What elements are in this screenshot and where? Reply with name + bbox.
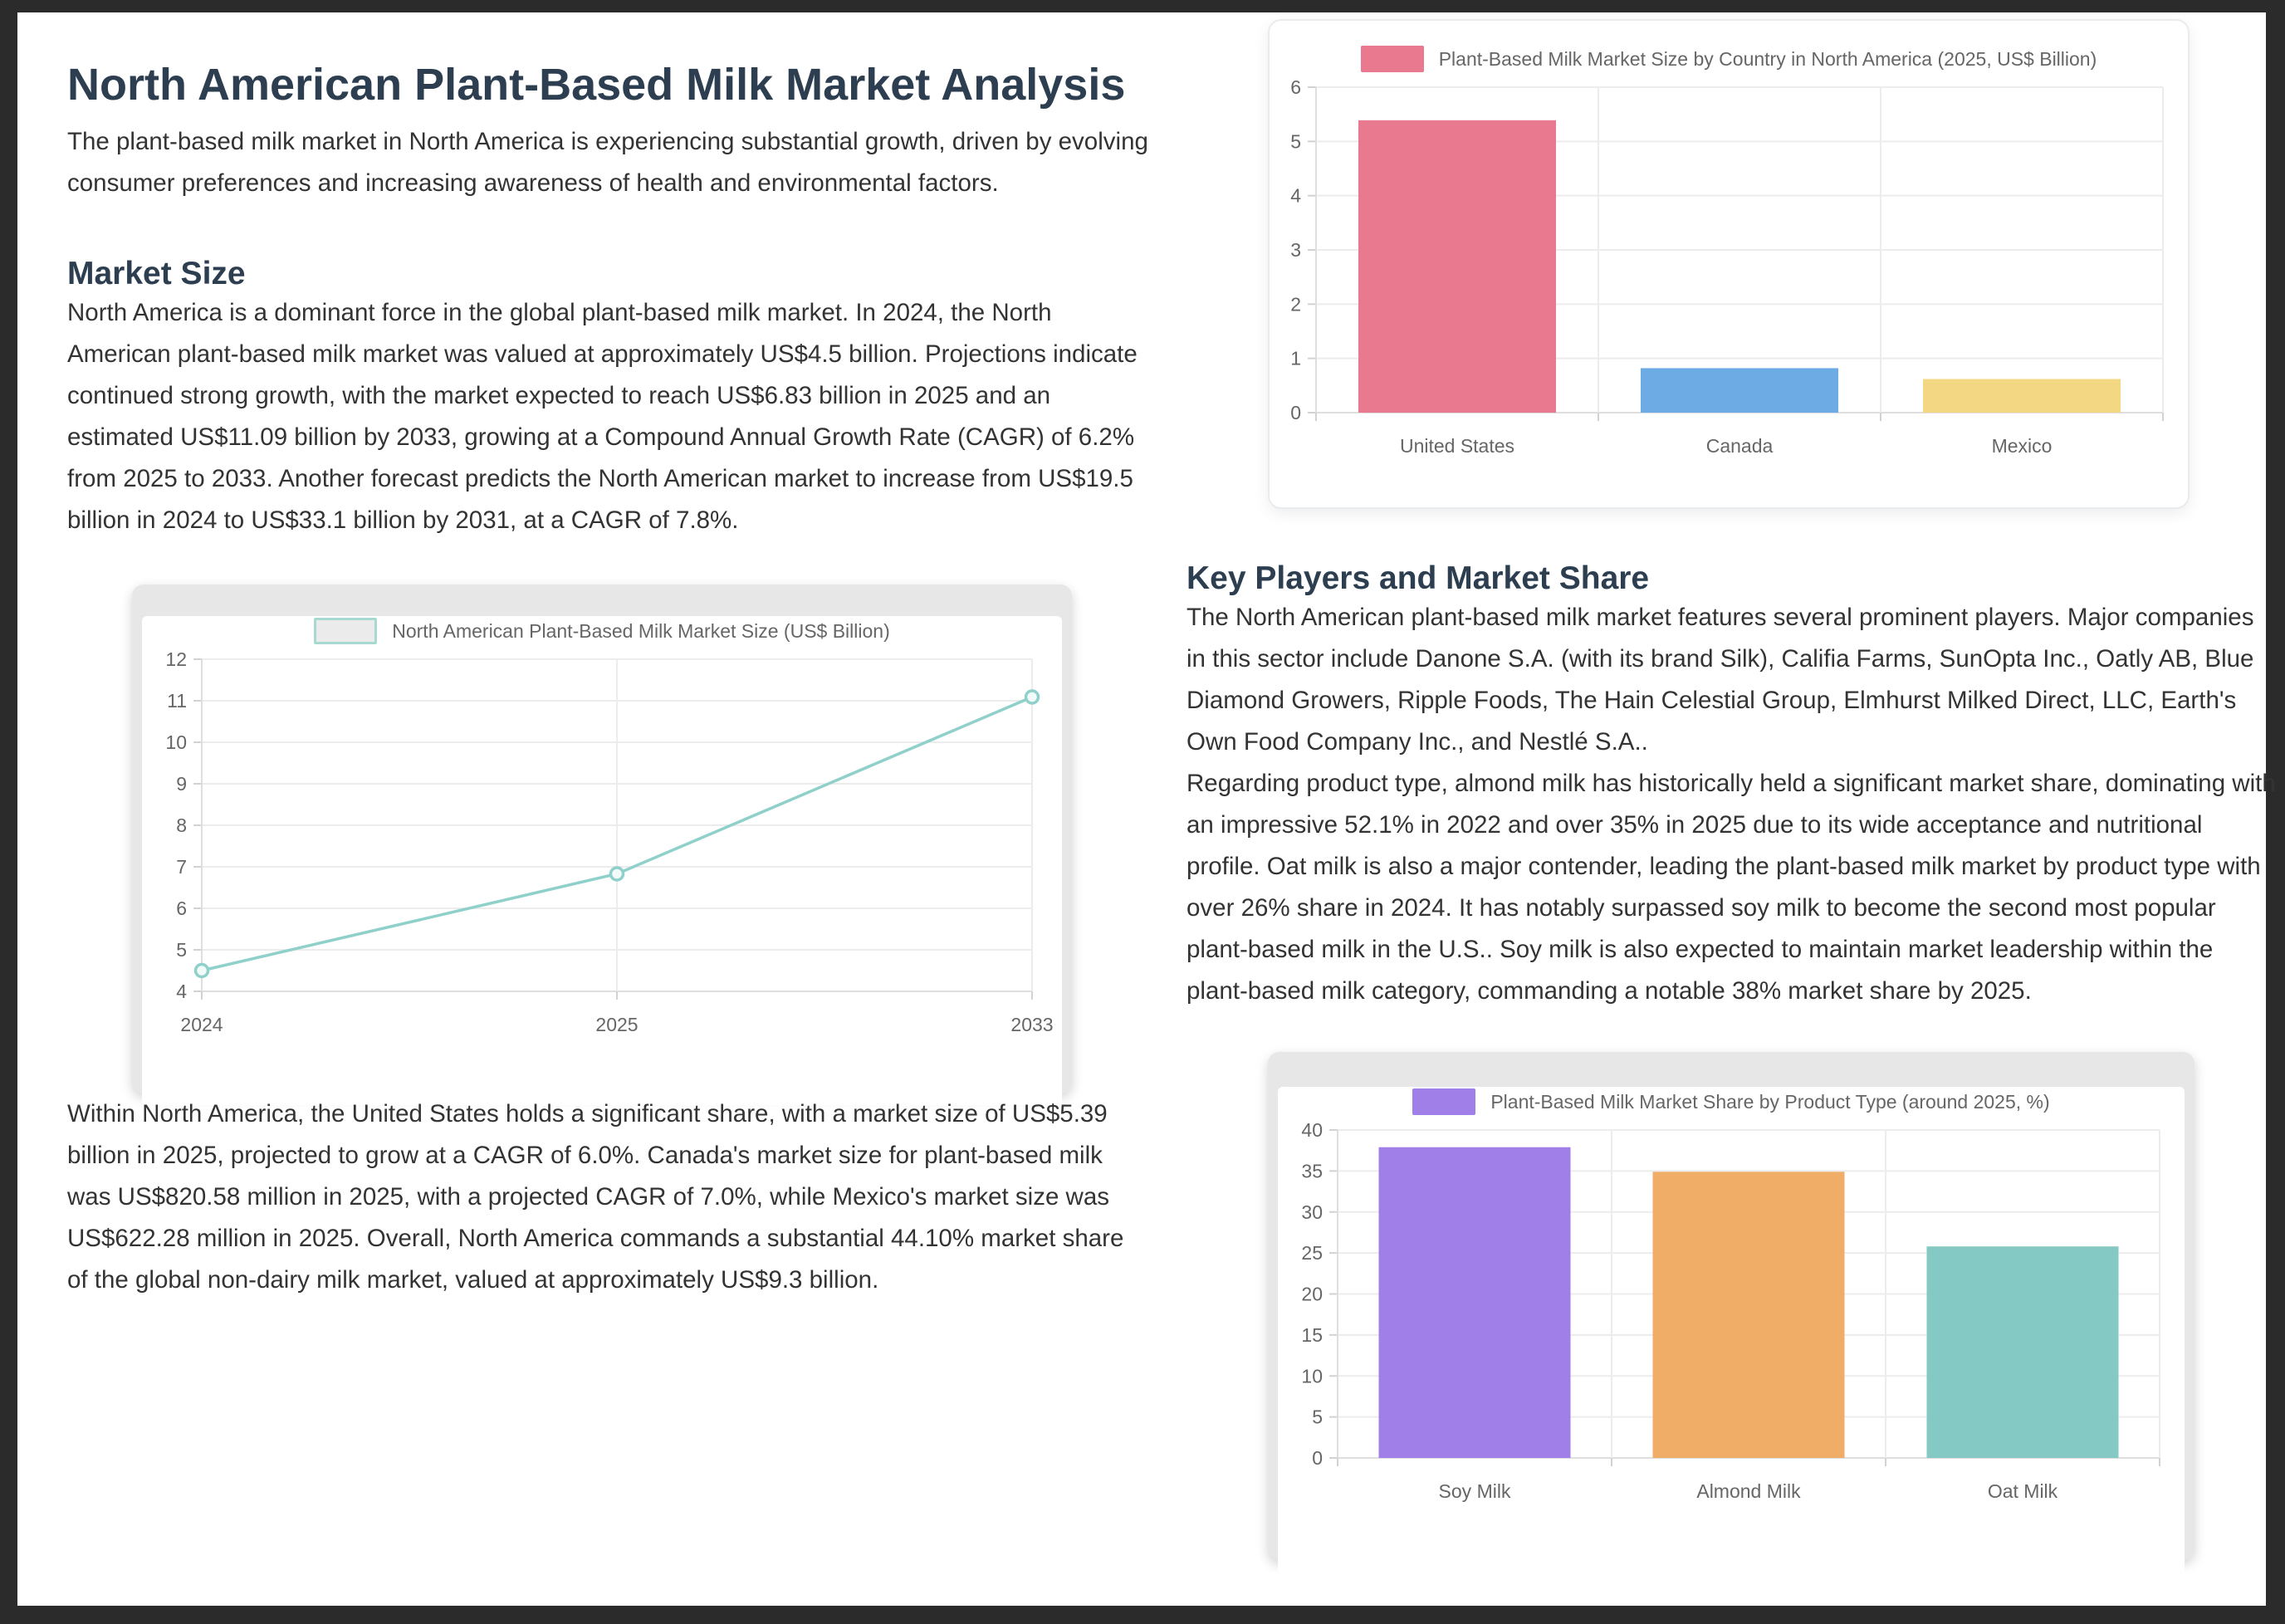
- document-page: [17, 12, 2276, 1606]
- bar-chart-svg: [1278, 1117, 2185, 1528]
- y-tick-label: 5: [1290, 130, 1301, 153]
- y-tick-label: 35: [1301, 1160, 1323, 1182]
- section-heading-market-size: Market Size: [67, 256, 246, 292]
- line-chart-canvas: [142, 616, 1062, 1105]
- x-tick-label-almond-milk: Almond Milk: [1696, 1480, 1801, 1502]
- product-bar-chart-canvas: [1278, 1087, 2185, 1575]
- y-tick-label: 7: [176, 856, 187, 878]
- left-column: [67, 12, 1148, 1301]
- x-tick-label-united-states: United States: [1399, 435, 1515, 457]
- y-tick-label: 15: [1301, 1323, 1323, 1346]
- bar-oat-milk[interactable]: [1927, 1246, 2119, 1458]
- line-legend-label: North American Plant-Based Milk Market Size (US$ Billion): [392, 619, 890, 642]
- point-2025[interactable]: [611, 868, 624, 880]
- country-breakdown-paragraph: Within North America, the United States holds a significant share, with a market size of US$5.39 billion in 2025, projected to grow at a CAGR of 6.0%. Canada's market size for plant-based milk was US$820.58 million in 2025, with a projected CAGR of 7.0%, while Mexico's market size was US$622.28 million in 2025. Overall, North America commands a substantial 44.10% market share of the global non-dairy milk market, valued at approximately US$9.3 billion.: [67, 1100, 1124, 1294]
- country-bar-chart-card: [1268, 19, 2190, 509]
- y-tick-label: 5: [1312, 1406, 1323, 1428]
- market-size-paragraph: North America is a dominant force in the global plant-based milk market. In 2024, the North American plant-based milk market was valued at approximately US$4.5 billion. Projections indicate continued strong growth, with the market expected to reach US$6.83 billion in 2025 and an estimated US$11.09 billion by 2033, growing at a Compound Annual Growth Rate (CAGR) of 6.2% from 2025 to 2033. Another forecast predicts the North American market to increase from US$19.5 billion in 2024 to US$33.1 billion by 2031, at a CAGR of 7.8%.: [67, 299, 1138, 535]
- product-chart-legend[interactable]: [1278, 1087, 2185, 1117]
- x-tick-label-2033: 2033: [1010, 1014, 1054, 1036]
- line-chart-legend[interactable]: [142, 616, 1062, 646]
- bar-soy-milk[interactable]: [1379, 1147, 1571, 1458]
- bar-chart-svg: [1270, 74, 2188, 482]
- y-tick-label: 2: [1290, 293, 1301, 316]
- y-tick-label: 3: [1290, 239, 1301, 261]
- y-tick-label: 4: [176, 981, 187, 1003]
- country-legend-swatch: [1361, 46, 1424, 72]
- bar-mexico[interactable]: [1923, 379, 2121, 413]
- y-tick-label: 8: [176, 814, 187, 837]
- y-tick-label: 10: [165, 731, 187, 754]
- y-tick-label: 10: [1301, 1365, 1323, 1387]
- x-tick-label-oat-milk: Oat Milk: [1987, 1480, 2058, 1502]
- bar-almond-milk[interactable]: [1653, 1172, 1845, 1458]
- right-column: [1187, 12, 2278, 1560]
- y-tick-label: 5: [176, 939, 187, 961]
- y-tick-label: 12: [165, 648, 187, 671]
- point-2024[interactable]: [196, 965, 208, 977]
- y-tick-label: 0: [1312, 1447, 1323, 1469]
- product-legend-label: Plant-Based Milk Market Share by Product Type (around 2025, %): [1490, 1090, 2050, 1113]
- point-2033[interactable]: [1026, 691, 1039, 703]
- line-chart-plot[interactable]: [142, 646, 1062, 1061]
- bar-united-states[interactable]: [1358, 120, 1556, 413]
- intro-paragraph: The plant-based milk market in North America is experiencing substantial growth, driven by evolving consumer preferences and increasing awareness of health and environmental factors.: [67, 128, 1148, 198]
- x-tick-label-soy-milk: Soy Milk: [1438, 1480, 1511, 1502]
- y-tick-label: 6: [1290, 76, 1301, 98]
- product-share-paragraph: Regarding product type, almond milk has historically held a significant market share, dominating with an impressive 52.1% in 2022 and over 35% in 2025 due to its wide acceptance and nutritional profile. Oat milk is also a major contender, leading the plant-based milk market by product type with over 26% share in 2024. It has notably surpassed soy milk to become the second most popular plant-based milk in the U.S.. Soy milk is also expected to maintain market leadership within the plant-based milk category, commanding a notable 38% market share by 2025.: [1187, 770, 2276, 1005]
- y-tick-label: 6: [176, 898, 187, 920]
- y-tick-label: 11: [167, 690, 187, 712]
- x-tick-label-canada: Canada: [1705, 435, 1774, 457]
- product-bar-chart-plot[interactable]: [1278, 1117, 2185, 1528]
- section-heading-key-players: Key Players and Market Share: [1187, 560, 1650, 596]
- product-bar-chart-card: [1268, 1052, 2194, 1560]
- x-tick-label-2025: 2025: [595, 1014, 639, 1036]
- key-players-paragraph: The North American plant-based milk market features several prominent players. Major companies in this sector include Danone S.A. (with its brand Silk), Califia Farms, SunOpta Inc., Oatly AB, Blue Diamond Growers, Ripple Foods, The Hain Celestial Group, Elmhurst Milked Direct, LLC, Earth's Own Food Company Inc., and Nestlé S.A..: [1187, 604, 2254, 756]
- country-chart-legend[interactable]: [1270, 44, 2188, 74]
- line-chart-svg: [142, 646, 1062, 1061]
- y-tick-label: 20: [1301, 1283, 1323, 1305]
- x-tick-label-2024: 2024: [180, 1014, 223, 1036]
- y-tick-label: 25: [1301, 1242, 1323, 1264]
- bar-canada[interactable]: [1641, 368, 1838, 413]
- y-tick-label: 4: [1290, 184, 1301, 207]
- page-title: North American Plant-Based Milk Market Analysis: [67, 60, 1126, 110]
- x-tick-label-mexico: Mexico: [1991, 435, 2053, 457]
- y-tick-label: 40: [1301, 1119, 1323, 1141]
- line-legend-swatch: [314, 618, 377, 644]
- y-tick-label: 9: [176, 773, 187, 795]
- country-bar-chart-plot[interactable]: [1270, 74, 2188, 482]
- y-tick-label: 0: [1290, 402, 1301, 423]
- line-chart-card: [132, 585, 1072, 1093]
- y-tick-label: 1: [1290, 347, 1301, 369]
- y-tick-label: 30: [1301, 1201, 1323, 1223]
- product-legend-swatch: [1412, 1088, 1475, 1115]
- country-legend-label: Plant-Based Milk Market Size by Country in North America (2025, US$ Billion): [1438, 47, 2097, 70]
